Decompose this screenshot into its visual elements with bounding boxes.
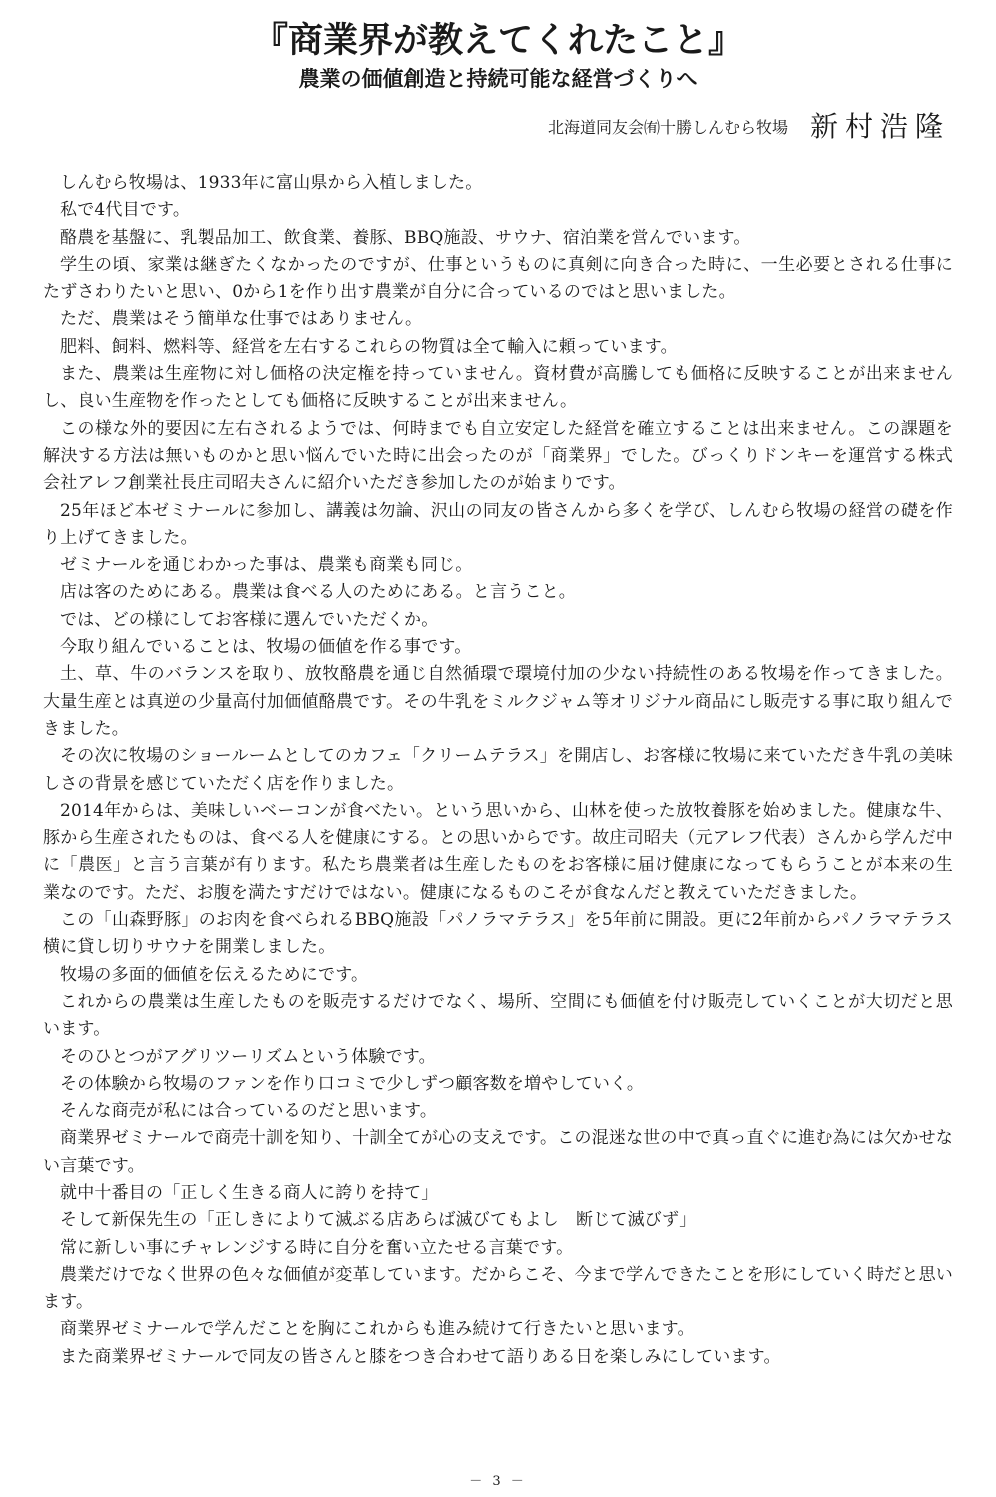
paragraph: 土、草、牛のバランスを取り、放牧酪農を通じ自然循環で環境付加の少ない持続性のある牧場を作ってきました。大量生産とは真逆の少量高付加価値酪農です。その牛乳をミルクジャム等オリジナル商品にし販売する事に取り組んできました。 (43, 664, 953, 739)
paragraph: 常に新しい事にチャレンジする時に自分を奮い立たせる言葉です。 (60, 1237, 574, 1258)
paragraph: 商業界ゼミナールで商売十訓を知り、十訓全てが心の支えです。この混迷な世の中で真っ直ぐに進む為には欠かせない言葉です。 (43, 1128, 953, 1176)
paragraph: 学生の頃、家業は継ぎたくなかったのですが、仕事というものに真剣に向き合った時に、一生必要とされる仕事にたずさわりたいと思い、0から1を作り出す農業が自分に合っているのではと思いました。 (43, 254, 953, 303)
paragraph: では、どの様にしてお客様に選んでいただくか。 (60, 609, 439, 630)
paragraph: 就中十番目の「正しく生きる商人に誇りを持て」 (60, 1182, 439, 1203)
paragraph: これからの農業は生産したものを販売するだけでなく、場所、空間にも価値を付け販売していくことが大切だと思います。 (43, 991, 953, 1040)
author-name: 新村浩隆 (809, 110, 950, 143)
paragraph: その体験から牧場のファンを作り口コミで少しずつ顧客数を増やしていく。 (60, 1073, 645, 1094)
paragraph: 牧場の多面的価値を伝えるためにです。 (60, 964, 369, 985)
paragraph: そんな商売が私には合っているのだと思います。 (60, 1101, 438, 1122)
page-number: － 3 － (469, 1474, 527, 1489)
paragraph: 今取り組んでいることは、牧場の価値を作る事です。 (60, 637, 472, 658)
paragraph: 肥料、飼料、燃料等、経営を左右するこれらの物質は全て輸入に頼っています。 (60, 336, 678, 357)
paragraph: また商業界ゼミナールで同友の皆さんと膝をつき合わせて語りある日を楽しみにしています。 (60, 1346, 781, 1367)
paragraph: ただ、農業はそう簡単な仕事ではありません。 (60, 309, 423, 330)
article-body (43, 170, 953, 1371)
paragraph: その次に牧場のショールームとしてのカフェ「クリームテラス」を開店し、お客様に牧場に来ていただき牛乳の美味しさの背景を感じていただく店を作りました。 (43, 746, 953, 794)
paragraph: そして新保先生の「正しきによりて滅ぶる店あらば滅びてもよし 断じて滅びず」 (60, 1210, 697, 1231)
author-affiliation: 北海道同友会㈲十勝しんむら牧場 (547, 118, 788, 137)
paragraph: 私で4代目です。 (60, 200, 191, 221)
paragraph: また、農業は生産物に対し価格の決定権を持っていません。資材費が高騰しても価格に反映することが出来ませんし、良い生産物を作ったとしても価格に反映することが出来ません。 (43, 364, 953, 412)
article-subtitle: 農業の価値創造と持続可能な経営づくりへ (298, 66, 698, 91)
paragraph: ゼミナールを通じわかった事は、農業も商業も同じ。 (60, 555, 473, 576)
paragraph: 商業界ゼミナールで学んだことを胸にこれからも進み続けて行きたいと思います。 (60, 1319, 695, 1340)
paragraph: 酪農を基盤に、乳製品加工、飲食業、養豚、BBQ施設、サウナ、宿泊業を営んでいます。 (60, 227, 751, 248)
paragraph: 店は客のためにある。農業は食べる人のためにある。と言うこと。 (60, 582, 576, 603)
byline (548, 100, 950, 146)
paragraph: この様な外的要因に左右されるようでは、何時までも自立安定した経営を確立することは出来ません。この課題を解決する方法は無いものかと思い悩んでいた時に出会ったのが「商業界」でした。びっくりドンキーを運営する株式会社アレフ創業社長庄司昭夫さんに紹介いただき参加したのが始まりです。 (43, 418, 953, 494)
paragraph: そのひとつがアグリツーリズムという体験です。 (60, 1046, 436, 1067)
article-title: 『商業界が教えてくれたこと』 (252, 21, 743, 61)
paragraph: しんむら牧場は、1933年に富山県から入植しました。 (60, 173, 483, 193)
paragraph: 25年ほど本ゼミナールに参加し、講義は勿論、沢山の同友の皆さんから多くを学び、しんむら牧場の経営の礎を作り上げてきました。 (43, 500, 953, 548)
paragraph: 農業だけでなく世界の色々な価値が変革しています。だからこそ、今まで学んできたことを形にしていく時だと思います。 (43, 1264, 953, 1313)
paragraph: 2014年からは、美味しいベーコンが食べたい。という思いから、山林を使った放牧養豚を始めました。健康な牛、豚から生産されたものは、食べる人を健康にする。との思いからです。故庄司昭夫（元アレフ代表）さんから学んだ中に「農医」と言う言葉が有ります。私たち農業者は生産したものをお客様に届け健康になってもらうことが本来の生業なのです。ただ、お腹を満たすだけではない。健康になるものこそが食なんだと教えていただきました。 (43, 800, 953, 903)
paragraph: この「山森野豚」のお肉を食べられるBBQ施設「パノラマテラス」を5年前に開設。更に2年前からパノラマテラス横に貸し切りサウナを開業しました。 (43, 910, 953, 958)
